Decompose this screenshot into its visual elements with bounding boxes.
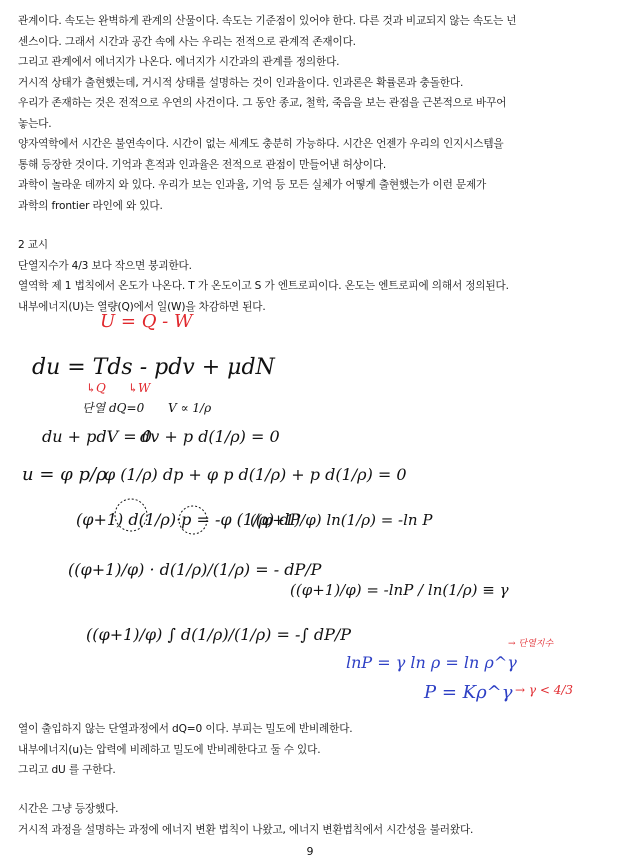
eq-du-pdv: du + pdV = 0: [42, 427, 152, 446]
page-number: 9: [306, 845, 314, 858]
eq-int: ((φ+1)/φ) ∫ d(1/ρ)/(1/ρ) = -∫ dP/P: [86, 625, 351, 644]
paragraph-block-bottom2: [18, 799, 610, 840]
paragraph-block-top: [18, 11, 610, 216]
section-heading: 2 교시: [18, 239, 48, 251]
eq-du: du = Tds - pdv + μdN: [32, 355, 275, 380]
eq-sub-w: ↳W: [128, 381, 151, 395]
text-line: 열이 출입하지 않는 단열과정에서 dQ=0 이다. 부피는 밀도에 반비례한다.: [18, 723, 353, 735]
text-line: 과학의 frontier 라인에 와 있다.: [18, 199, 163, 212]
text-line: 그리고 dU 를 구한다.: [18, 764, 116, 776]
text-line: 거시적 과정을 설명하는 과정에 에너지 변환 법칙이 나왔고, 에너지 변환법칙에서 시간성을 불러왔다.: [18, 823, 474, 836]
eq-frac: ((φ+1)/φ) · d(1/ρ)/(1/ρ) = - dP/P: [68, 560, 322, 579]
text-line: 거시적 상태가 출현했는데, 거시적 상태를 설명하는 것이 인과율이다. 인과론은 확률론과 충돌한다.: [18, 76, 464, 89]
eq-pk: P = Kρ^γ: [424, 682, 513, 703]
eq-v-prop: V ∝ 1/ρ: [168, 401, 212, 415]
eq-adiabatic: 단열 dQ=0: [82, 401, 145, 415]
eq-lnp: lnP = γ ln ρ = ln ρ^γ: [346, 653, 517, 672]
eq-gamma: → γ < 4/3: [515, 683, 574, 697]
text-line: 열역학 제 1 법칙에서 온도가 나온다. T 가 온도이고 S 가 엔트로피이다. 온도는 엔트로피에 의해서 정의된다.: [18, 280, 509, 292]
text-line: 내부에너지(U)는 열량(Q)에서 일(W)을 차감하면 된다.: [18, 300, 266, 313]
eq-u-q-w: U = Q - W: [100, 311, 193, 332]
text-line: 단열지수가 4/3 보다 작으면 붕괴한다.: [18, 259, 192, 272]
eq-expand: φ (1/ρ) dp + φ p d(1/ρ) + p d(1/ρ) = 0: [104, 465, 407, 484]
text-line: 그리고 관계에서 에너지가 나온다. 에너지가 시간과의 관계를 정의한다.: [18, 56, 340, 68]
text-line: 양자역학에서 시간은 불연속이다. 시간이 없는 세계도 충분히 가능하다. 시간은 언젠가 우리의 인지시스템을: [18, 138, 504, 150]
text-line: 과학이 놀라운 데까지 와 있다. 우리가 보는 인과율, 기억 등 모든 실체가 어떻게 출현했는가 이런 문제가: [18, 179, 487, 191]
text-line: 관계이다. 속도는 완벽하게 관계의 산물이다. 속도는 기준점이 있어야 한다. 다른 것과 비교되지 않는 속도는 넌: [18, 15, 517, 27]
eq-phi1: (φ+1) d(1/ρ)·p = -φ (1/ρ) dP: [76, 510, 301, 529]
text-line: 통해 등장한 것이다. 기억과 흔적과 인과율은 전적으로 관점이 만들어낸 허상이다.: [18, 158, 387, 171]
eq-sub-q: ↳Q: [86, 381, 106, 395]
eq-ln: ((φ+1)/φ) ln(1/ρ) = -ln P: [250, 511, 433, 529]
eq-u-phi: u = φ p/ρ: [22, 464, 107, 485]
text-line: 내부에너지(u)는 압력에 비례하고 밀도에 반비례한다고 둘 수 있다.: [18, 743, 321, 756]
eq-ratio: ((φ+1)/φ) = -lnP / ln(1/ρ) ≡ γ: [290, 581, 509, 599]
handwritten-derivation: [0, 300, 620, 715]
paragraph-block-bottom: [18, 719, 610, 781]
label-adiabatic-index: → 단열지수: [508, 639, 554, 649]
handwriting-svg: [0, 300, 620, 715]
text-line: 우리가 존재하는 것은 전적으로 우연의 사건이다. 그 동안 종교, 철학, 죽음을 보는 관점을 근본적으로 바꾸어: [18, 97, 507, 109]
text-line: 시간은 그냥 등장했다.: [18, 803, 119, 815]
text-line: 놓는다.: [18, 117, 52, 130]
eq-dv: dv + p d(1/ρ) = 0: [140, 427, 280, 446]
text-line: 센스이다. 그래서 시간과 공간 속에 사는 우리는 전적으로 관계적 존재이다.: [18, 35, 356, 48]
